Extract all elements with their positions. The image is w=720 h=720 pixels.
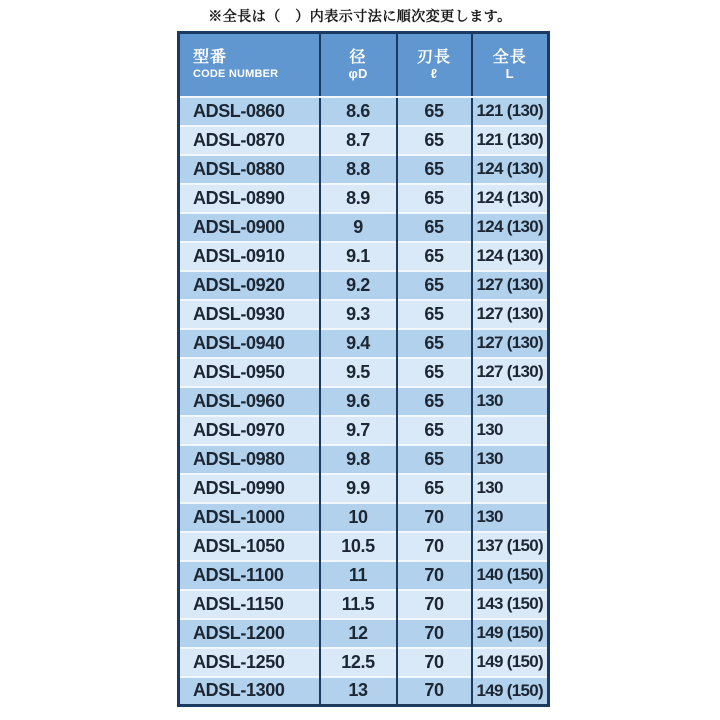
table-cell: ADSL-0940: [179, 329, 320, 358]
table-cell: 65: [397, 300, 472, 329]
table-row: [179, 561, 549, 590]
table-row: [179, 619, 549, 648]
table-cell: 65: [397, 329, 472, 358]
table-cell: 65: [397, 242, 472, 271]
table-cell: ADSL-0930: [179, 300, 320, 329]
table-row: [179, 242, 549, 271]
table-cell: 70: [397, 590, 472, 619]
table-cell: 8.7: [320, 126, 397, 155]
table-row: [179, 648, 549, 677]
table-cell: ADSL-0890: [179, 184, 320, 213]
table-cell: 65: [397, 271, 472, 300]
table-row: [179, 184, 549, 213]
table-cell: 124 (130): [472, 242, 549, 271]
column-header-overall-length-subtitle: L: [505, 66, 514, 82]
table-cell: 127 (130): [472, 329, 549, 358]
table-cell: 9.5: [320, 358, 397, 387]
table-row: [179, 387, 549, 416]
table-cell: ADSL-0860: [179, 97, 320, 126]
table-cell: 140 (150): [472, 561, 549, 590]
table-cell: 130: [472, 416, 549, 445]
table-cell: 9.2: [320, 271, 397, 300]
table-row: [179, 590, 549, 619]
table-cell: 121 (130): [472, 97, 549, 126]
table-row: [179, 329, 549, 358]
table-row: [179, 416, 549, 445]
table-cell: 130: [472, 387, 549, 416]
table-cell: 65: [397, 387, 472, 416]
spec-table: [177, 31, 550, 707]
table-cell: ADSL-0870: [179, 126, 320, 155]
table-cell: ADSL-1000: [179, 503, 320, 532]
table-row: [179, 358, 549, 387]
table-cell: ADSL-0950: [179, 358, 320, 387]
table-cell: 143 (150): [472, 590, 549, 619]
table-row: [179, 503, 549, 532]
table-cell: 124 (130): [472, 213, 549, 242]
column-header-diameter: [320, 33, 397, 97]
column-header-overall-length-title: 全長: [492, 49, 527, 67]
table-cell: 70: [397, 677, 472, 706]
table-cell: ADSL-1300: [179, 677, 320, 706]
table-cell: 8.8: [320, 155, 397, 184]
table-cell: 124 (130): [472, 155, 549, 184]
table-cell: 137 (150): [472, 532, 549, 561]
table-cell: 127 (130): [472, 358, 549, 387]
table-cell: 65: [397, 474, 472, 503]
table-cell: ADSL-0960: [179, 387, 320, 416]
column-header-code-number: [179, 33, 320, 97]
table-row: [179, 213, 549, 242]
table-cell: 65: [397, 184, 472, 213]
table-row: [179, 532, 549, 561]
table-cell: ADSL-0980: [179, 445, 320, 474]
table-cell: 8.6: [320, 97, 397, 126]
table-row: [179, 126, 549, 155]
table-cell: 11.5: [320, 590, 397, 619]
table-cell: ADSL-0900: [179, 213, 320, 242]
table-cell: 65: [397, 358, 472, 387]
table-row: [179, 474, 549, 503]
table-cell: 11: [320, 561, 397, 590]
table-cell: 65: [397, 155, 472, 184]
table-cell: 130: [472, 503, 549, 532]
table-cell: ADSL-1150: [179, 590, 320, 619]
table-cell: 9.6: [320, 387, 397, 416]
table-header: [179, 33, 549, 97]
table-cell: 9.1: [320, 242, 397, 271]
table-cell: 70: [397, 648, 472, 677]
table-cell: 9.9: [320, 474, 397, 503]
column-header-code-title: 型番: [193, 49, 228, 67]
table-cell: 12: [320, 619, 397, 648]
table-cell: 70: [397, 503, 472, 532]
table-cell: ADSL-0910: [179, 242, 320, 271]
table-cell: 130: [472, 474, 549, 503]
table-cell: 124 (130): [472, 184, 549, 213]
table-cell: 70: [397, 532, 472, 561]
table-body: [179, 97, 549, 706]
table-row: [179, 271, 549, 300]
table-cell: 10: [320, 503, 397, 532]
table-cell: 8.9: [320, 184, 397, 213]
table-cell: 65: [397, 97, 472, 126]
column-header-diameter-subtitle: φD: [348, 66, 368, 82]
table-cell: 65: [397, 416, 472, 445]
table-cell: ADSL-0920: [179, 271, 320, 300]
table-row: [179, 445, 549, 474]
column-header-flute-length-title: 刃長: [416, 49, 451, 67]
table-cell: 149 (150): [472, 648, 549, 677]
table-cell: 65: [397, 445, 472, 474]
table-cell: 13: [320, 677, 397, 706]
table-cell: 9.3: [320, 300, 397, 329]
table-cell: 9: [320, 213, 397, 242]
table-cell: 65: [397, 126, 472, 155]
table-cell: ADSL-0990: [179, 474, 320, 503]
column-header-overall-length: [472, 33, 549, 97]
table-cell: 127 (130): [472, 300, 549, 329]
table-cell: ADSL-1100: [179, 561, 320, 590]
table-cell: ADSL-1050: [179, 532, 320, 561]
table-row: [179, 155, 549, 184]
column-header-flute-length: [397, 33, 472, 97]
table-cell: ADSL-0880: [179, 155, 320, 184]
column-header-diameter-title: 径: [349, 49, 367, 67]
table-header-row: [179, 33, 549, 97]
table-cell: 9.7: [320, 416, 397, 445]
table-row: [179, 300, 549, 329]
column-header-flute-length-subtitle: ℓ: [430, 66, 438, 82]
table-cell: 121 (130): [472, 126, 549, 155]
note-text: ※全長は（ ）内表示寸法に順次変更します。: [208, 8, 512, 24]
table-cell: 149 (150): [472, 677, 549, 706]
table-cell: 12.5: [320, 648, 397, 677]
table-row: [179, 97, 549, 126]
table-cell: 70: [397, 561, 472, 590]
table-cell: 127 (130): [472, 271, 549, 300]
table-cell: 65: [397, 213, 472, 242]
table-cell: 9.8: [320, 445, 397, 474]
column-header-code-subtitle: CODE NUMBER: [193, 68, 279, 81]
table-cell: 10.5: [320, 532, 397, 561]
table-row: [179, 677, 549, 706]
table-cell: 9.4: [320, 329, 397, 358]
table-cell: ADSL-1200: [179, 619, 320, 648]
table-cell: 70: [397, 619, 472, 648]
table-cell: ADSL-1250: [179, 648, 320, 677]
table-cell: 149 (150): [472, 619, 549, 648]
table-cell: 130: [472, 445, 549, 474]
table-cell: ADSL-0970: [179, 416, 320, 445]
